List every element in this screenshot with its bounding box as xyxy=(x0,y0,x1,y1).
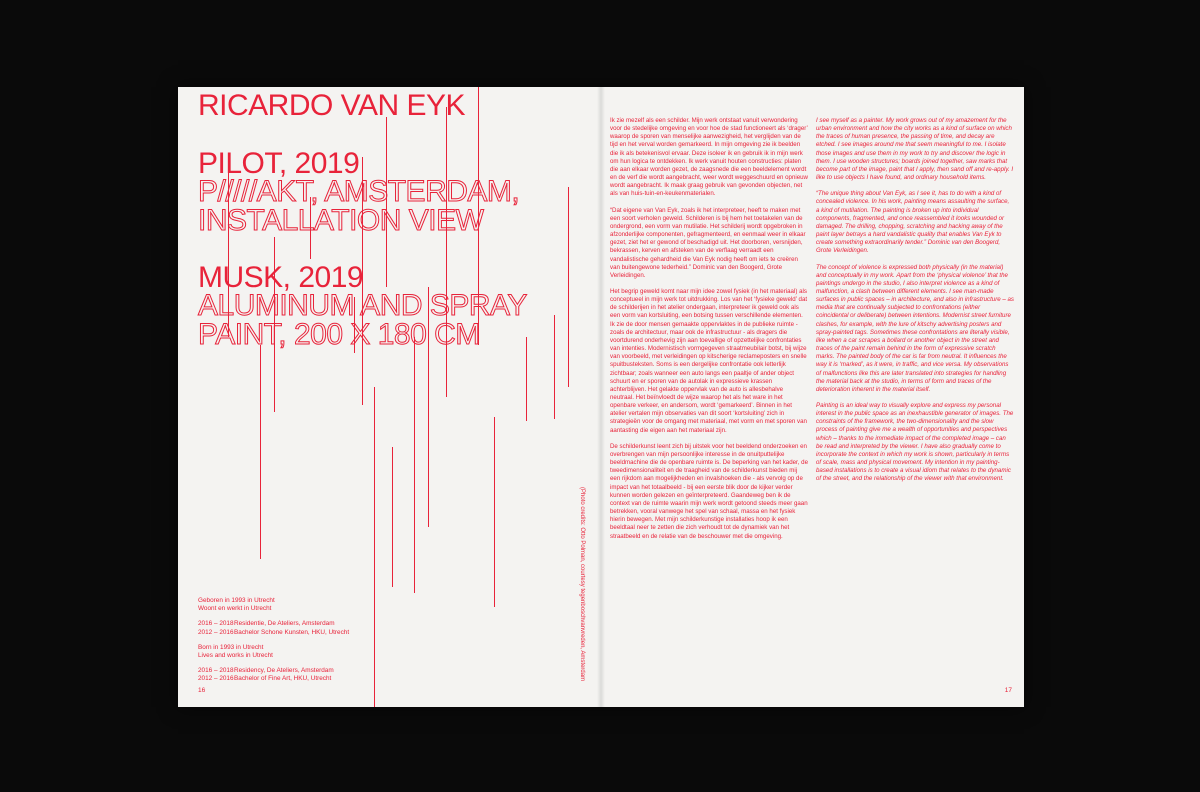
work2-caption-line1: ALUMINUM AND SPRAY xyxy=(198,289,527,322)
cv-years: 2012 – 2016 xyxy=(198,628,234,636)
cv-years: 2016 – 2018 xyxy=(198,620,234,628)
dutch-paragraph: “Dat eigene van Van Eyk, zoals ik het interpreteer, heeft te maken met een soort verholen geweld. Schilderen is bij hem het toetakelen van de ondergrond, een vorm van mutilatie. Het schilderij wordt opgebroken in afzonderlijke componenten, gefragmenteerd, en eenmaal weer in elkaar gezet, ziet het er gewond of beschadigd uit. Het doorboren, versnijden, bekrassen, kerven en afsteken van de verflaag verraadt een vandalistische gehardheid die Van Eyk nodig heeft om iets te creëren van buitengewone tederheid.” Dominic van den Boogerd, Grote Verleidingen. xyxy=(610,206,806,279)
work1-title: PILOT, 2019 xyxy=(198,147,360,180)
cv-text: Bachelor Schone Kunsten, HKU, Utrecht xyxy=(234,628,350,636)
cv-text: Residency, De Ateliers, Amsterdam xyxy=(234,667,334,675)
artist-name: RICARDO VAN EYK xyxy=(198,89,465,122)
dutch-paragraph: Ik zie mezelf als een schilder. Mijn werk ontstaat vanuit verwondering voor de stedelijke omgeving en voor hoe de stad functioneert als ‘drager’ waarop de sporen van menselijke aanwezigheid, het verglijden van de tijd en het verval worden gemarkeerd. In mijn omgeving zie ik beelden die ik als betekenisvol ervaar. Deze isoleer ik en gebruik ik in mijn werk om hun logica te ontdekken. Ik werk vanuit houten constructies: platen die aan elkaar worden gezet, de zaagsnede die een beeldelement wordt en de verf die wordt aangebracht, weer wordt weggeschuurd en opnieuw wordt aangebracht. Ik maak graag gebruik van gevonden objecten, net als van huis-tuin-en-keukenmaterialen. xyxy=(610,117,808,198)
right-page xyxy=(602,87,1024,707)
bio-lives-en: Lives and works in Utrecht xyxy=(198,652,273,660)
cv-row xyxy=(198,620,349,628)
work2-caption-line2: PAINT, 200 X 180 CM xyxy=(198,318,480,351)
magazine-spread xyxy=(178,87,1024,707)
cv-row xyxy=(198,675,349,683)
bio-born-nl: Geboren in 1993 in Utrecht xyxy=(198,597,275,604)
cv-text: Residentie, De Ateliers, Amsterdam xyxy=(234,620,335,628)
cv-text: Bachelor of Fine Art, HKU, Utrecht xyxy=(234,675,332,683)
work1-caption-line1: P/////AKT, AMSTERDAM, xyxy=(198,175,520,208)
cv-row xyxy=(198,667,349,675)
cv-years: 2016 – 2018 xyxy=(198,667,234,675)
cv-years: 2012 – 2016 xyxy=(198,675,234,683)
work2-title: MUSK, 2019 xyxy=(198,261,364,294)
left-page xyxy=(178,87,600,707)
bio-lives-nl: Woont en werkt in Utrecht xyxy=(198,605,272,613)
english-paragraph: The concept of violence is expressed both physically (in the material) and conceptually in my work. Apart from the ‘physical violence’ that the paintings undergo in the studio, I also interpret violence as a kind of malfunction, a clash between different elements. I see man-made surfaces in public spaces – in architecture, and also in infrastructure – as media that are continually subjected to confrontations (either coincidental or deliberate) between intentions. Modernist street furniture clashes, for example, with the lure of kitschy advertising posters and spray-painted tags. Sometimes these confrontations are literally visible, like when a car scrapes a bollard or another object in the street and traces of the paint remain behind in the form of expressive scratch marks. The painted body of the car is far from neutral. It influences the way it is ‘marked’, as it were, in traffic, and vice versa. My observations of malfunctions like this are later translated into strategies for handling the material back at the studio, in terms of form and traces of the deterioration inherent in the material itself. xyxy=(816,263,1014,393)
english-paragraph: Painting is an ideal way to visually explore and express my personal interest in the public space as an inexhaustible generator of images. The constraints of the framework, the two-dimensionality and the slow process of painting give me a wealth of opportunities and perspectives which – thanks to the immediate impact of the completed image – can be read and interpreted by the viewer. I have also gradually come to incorporate the context in which my work is shown, particularly in terms of scale, mass and physical movement. My intention in my painting-based installations is to create a visual idiom that relates to the dynamic of the street, and the relationship of the viewer with that environment. xyxy=(816,402,1014,483)
artist-bio xyxy=(198,597,349,691)
dutch-paragraph: Het begrip geweld komt naar mijn idee zowel fysiek (in het materiaal) als conceptueel in mijn werk tot uitdrukking. Los van het ‘fysieke geweld’ dat de schilderijen in het atelier ondergaan, interpreteer ik geweld ook als een vorm van kortsluiting, een botsing tussen verschillende elementen. Ik zie de door mensen gemaakte oppervlaktes in de publieke ruimte - zoals de architectuur, maar ook de infrastructuur - als dragers die voortdurend onderhevig zijn aan toevallige of opzettelijke confrontaties van intenties. Modernistisch vormgegeven straatmeubilair botst, bij wijze van voorbeeld, met verleidingen op kitscherige reclameposters en snelle spuitbusteksten. Soms is een dergelijke confrontatie ook letterlijk zichtbaar; zoals wanneer een auto langs een paaltje of ander object schuurt en er sporen van de autolak in expressieve krassen achterblijven. Het gelakte oppervlak van de auto is allesbehalve neutraal. Het beïnvloedt de wijze waarop het als het ware in het openbare verkeer, en andersom, wordt ‘gemarkeerd’. Binnen in het atelier vertalen mijn observaties van dit soort ‘kortsluiting’ zich in strategieën voor de omgang met materiaal, met vorm en met sporen van aantasting die eigen aan het materiaal zijn. xyxy=(610,287,808,434)
page-number-right: 17 xyxy=(1004,687,1012,694)
bio-english-cv xyxy=(198,667,349,683)
bio-dutch-born xyxy=(198,597,349,613)
bio-dutch-cv xyxy=(198,620,349,636)
dutch-text-column xyxy=(610,117,808,549)
english-text-column xyxy=(816,117,1014,492)
work1-caption-line2: INSTALLATION VIEW xyxy=(198,204,484,237)
photo-credit: (Photo credits: Otto Polman, courtesy tegenboschvanvreden, Amsterdam xyxy=(579,487,585,682)
bio-born-en: Born in 1993 in Utrecht xyxy=(198,643,264,651)
english-paragraph: I see myself as a painter. My work grows out of my amazement for the urban environment and how the city works as a kind of surface on which the traces of human presence, the passing of time, and decay are etched. I see images around me that seem meaningful to me. I isolate those images and use them in my work to try and discover the logic in them. I use wooden structures; boards joined together, saw marks that become part of the image, paint that I apply, then sand off and re-apply. I like to use objects I have found, and ordinary household items. xyxy=(816,117,1014,182)
cv-row xyxy=(198,629,349,637)
bio-english-born xyxy=(198,644,349,660)
page-number-left: 16 xyxy=(198,687,206,694)
english-paragraph: “The unique thing about Van Eyk, as I see it, has to do with a kind of concealed violence. In his work, painting means assaulting the surface, a kind of mutilation. The painting is broken up into individual components, fragmented, and once reassembled it looks wounded or damaged. The drilling, chopping, scratching and hacking away of the paint layer betrays a hard vandalistic quality that enables Van Eyk to create something extraordinarily tender.” Dominic van den Boogerd, Grote Verleidingen. xyxy=(816,190,1010,255)
dutch-paragraph: De schilderkunst leent zich bij uitstek voor het beeldend onderzoeken en overbrengen van mijn persoonlijke interesse in de onuitputtelijke beeldmachine die de openbare ruimte is. De beperking van het kader, de tweedimensionaliteit en de traagheid van de schilderkunst bieden mij een rijkdom aan mogelijkheden en invalshoeken die - als vervolg op de impact van het totaalbeeld - bij een eerste blik door de kijker verder kunnen worden gelezen en geïnterpreteerd. Gaandeweg ben ik de context van de ruimte waarin mijn werk wordt getoond steeds meer gaan betrekken, vooral vanwege het spel van schaal, massa en het fysiek hierin bewegen. Met mijn schilderkunstige installaties hoop ik een beeldtaal neer te zetten die zich verhoudt tot de dynamiek van het straatbeeld en de relatie van de beschouwer met die omgeving. xyxy=(610,442,808,540)
